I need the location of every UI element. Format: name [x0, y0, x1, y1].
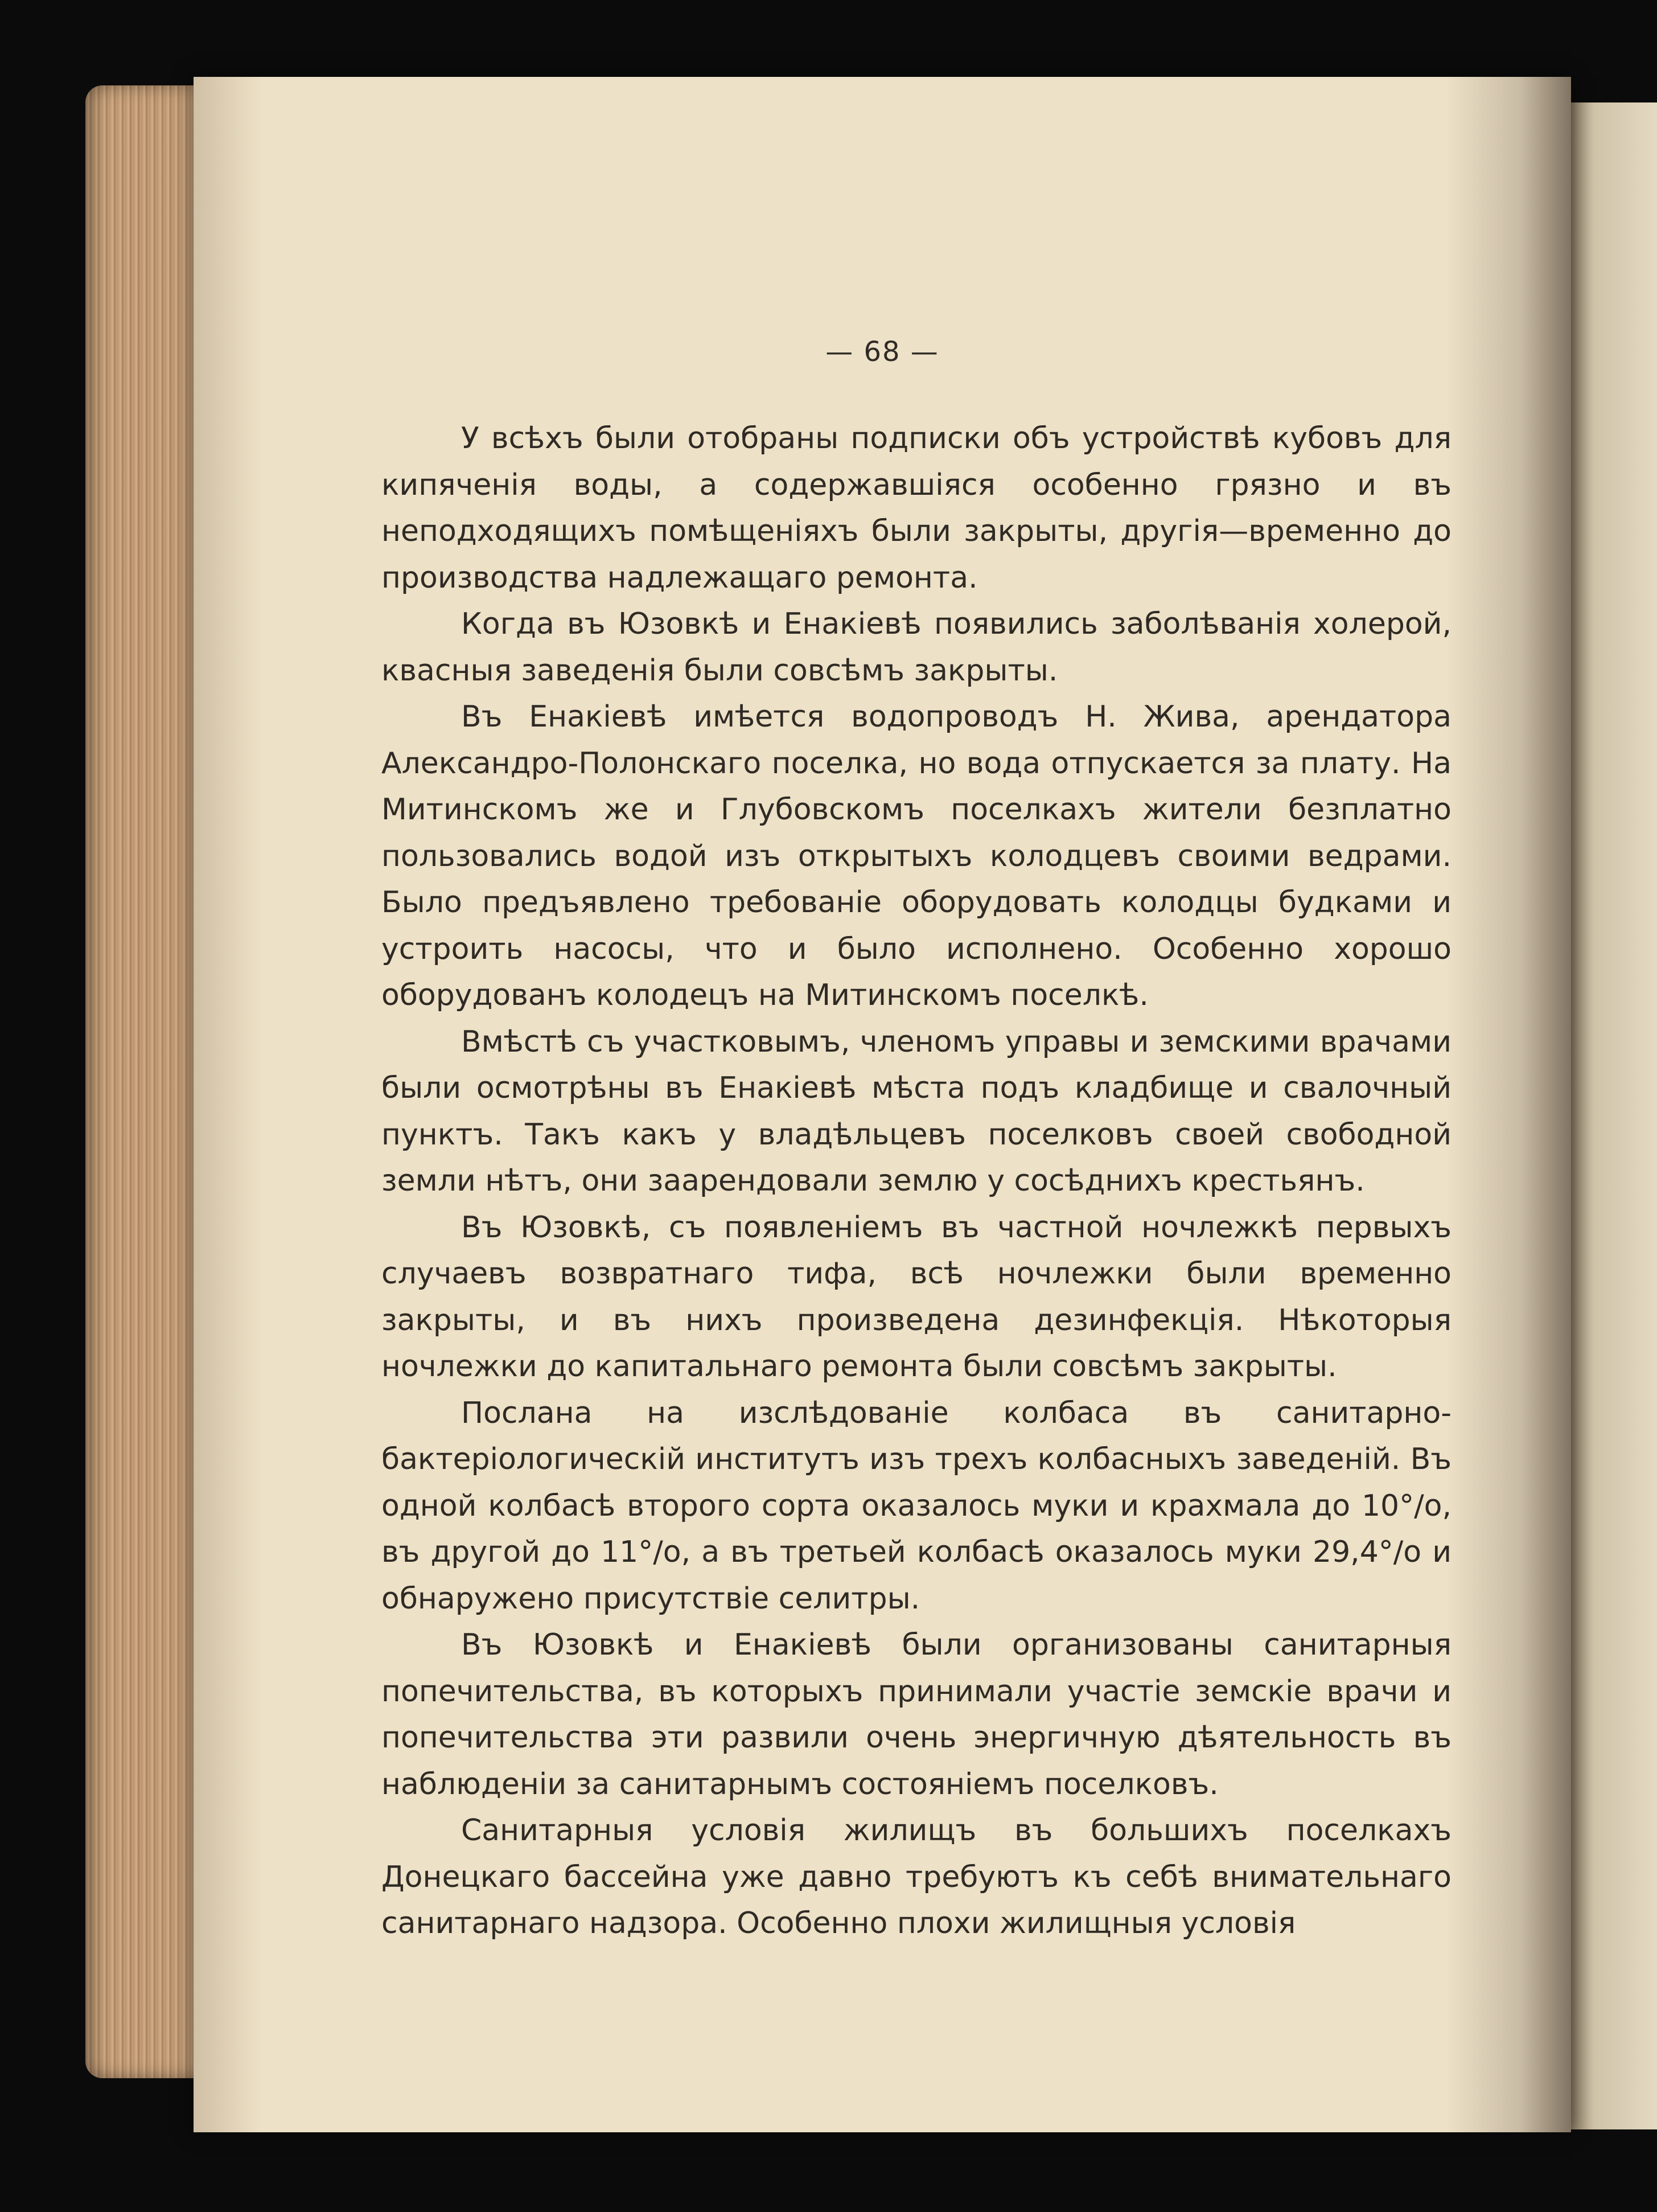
paragraph: Вмѣстѣ съ участковымъ, членомъ управы и земскими врачами были осмотрѣны въ Енакіевѣ мѣста подъ кладбище и свалочный пунктъ. Такъ какъ у владѣльцевъ поселковъ своей свободной земли нѣтъ, они заарендовали землю у сосѣднихъ крестьянъ. [381, 1024, 1452, 1198]
paragraph: Въ Енакіевѣ имѣется водопроводъ Н. Жива, арендатора Александро-Полонскаго поселка, но вода отпускается за плату. На Митинскомъ же и Глубовскомъ поселкахъ жители безплатно пользовались водой изъ открытыхъ колодцевъ своими ведрами. Было предъявлено требованіе оборудовать колодцы будками и устроить насосы, что и было исполнено. Особенно хорошо оборудованъ колодецъ на Митинскомъ поселкѣ. [381, 700, 1452, 1012]
paragraph: Санитарныя условія жилищъ въ большихъ поселкахъ Донецкаго бассейна уже давно требуютъ къ себѣ внимательнаго санитарнаго надзора. Особенно плохи жилищныя условія [381, 1813, 1452, 1940]
paragraph: Въ Юзовкѣ, съ появленіемъ въ частной ночлежкѣ первыхъ случаевъ возвратнаго тифа, всѣ ночлежки были временно закрыты, и въ нихъ произведена дезинфекція. Нѣкоторыя ночлежки до капитальнаго ремонта были совсѣмъ закрыты. [381, 1210, 1452, 1384]
paragraph: Когда въ Юзовкѣ и Енакіевѣ появились заболѣванія холерой, квасныя заведенія были совсѣмъ закрыты. [381, 607, 1452, 688]
paragraph: Въ Юзовкѣ и Енакіевѣ были организованы санитарныя попечительства, въ которыхъ принимали участіе земскіе врачи и попечительства эти развили очень энергичную дѣятельность въ наблюденіи за санитарнымъ состояніемъ поселковъ. [381, 1628, 1452, 1801]
facing-page-edge [1560, 102, 1657, 2129]
paragraph: Послана на изслѣдованіе колбаса въ санитарно-бактеріологическій институтъ изъ трехъ колбасныхъ заведеній. Въ одной колбасѣ второго сорта оказалось муки и крахмала до 10°/o, въ другой до 11°/o, а въ третьей колбасѣ оказалось муки 29,4°/o и обнаружено присутствіе селитры. [381, 1396, 1452, 1616]
book-page [194, 77, 1571, 2132]
page-body [381, 416, 1452, 1947]
page-number: — 68 — [825, 336, 939, 368]
paragraph: У всѣхъ были отобраны подписки объ устройствѣ кубовъ для кипяченія воды, а содержавшіяся особенно грязно и въ неподходящихъ помѣщеніяхъ были закрыты, другія—временно до производства надлежащаго ремонта. [381, 421, 1452, 595]
